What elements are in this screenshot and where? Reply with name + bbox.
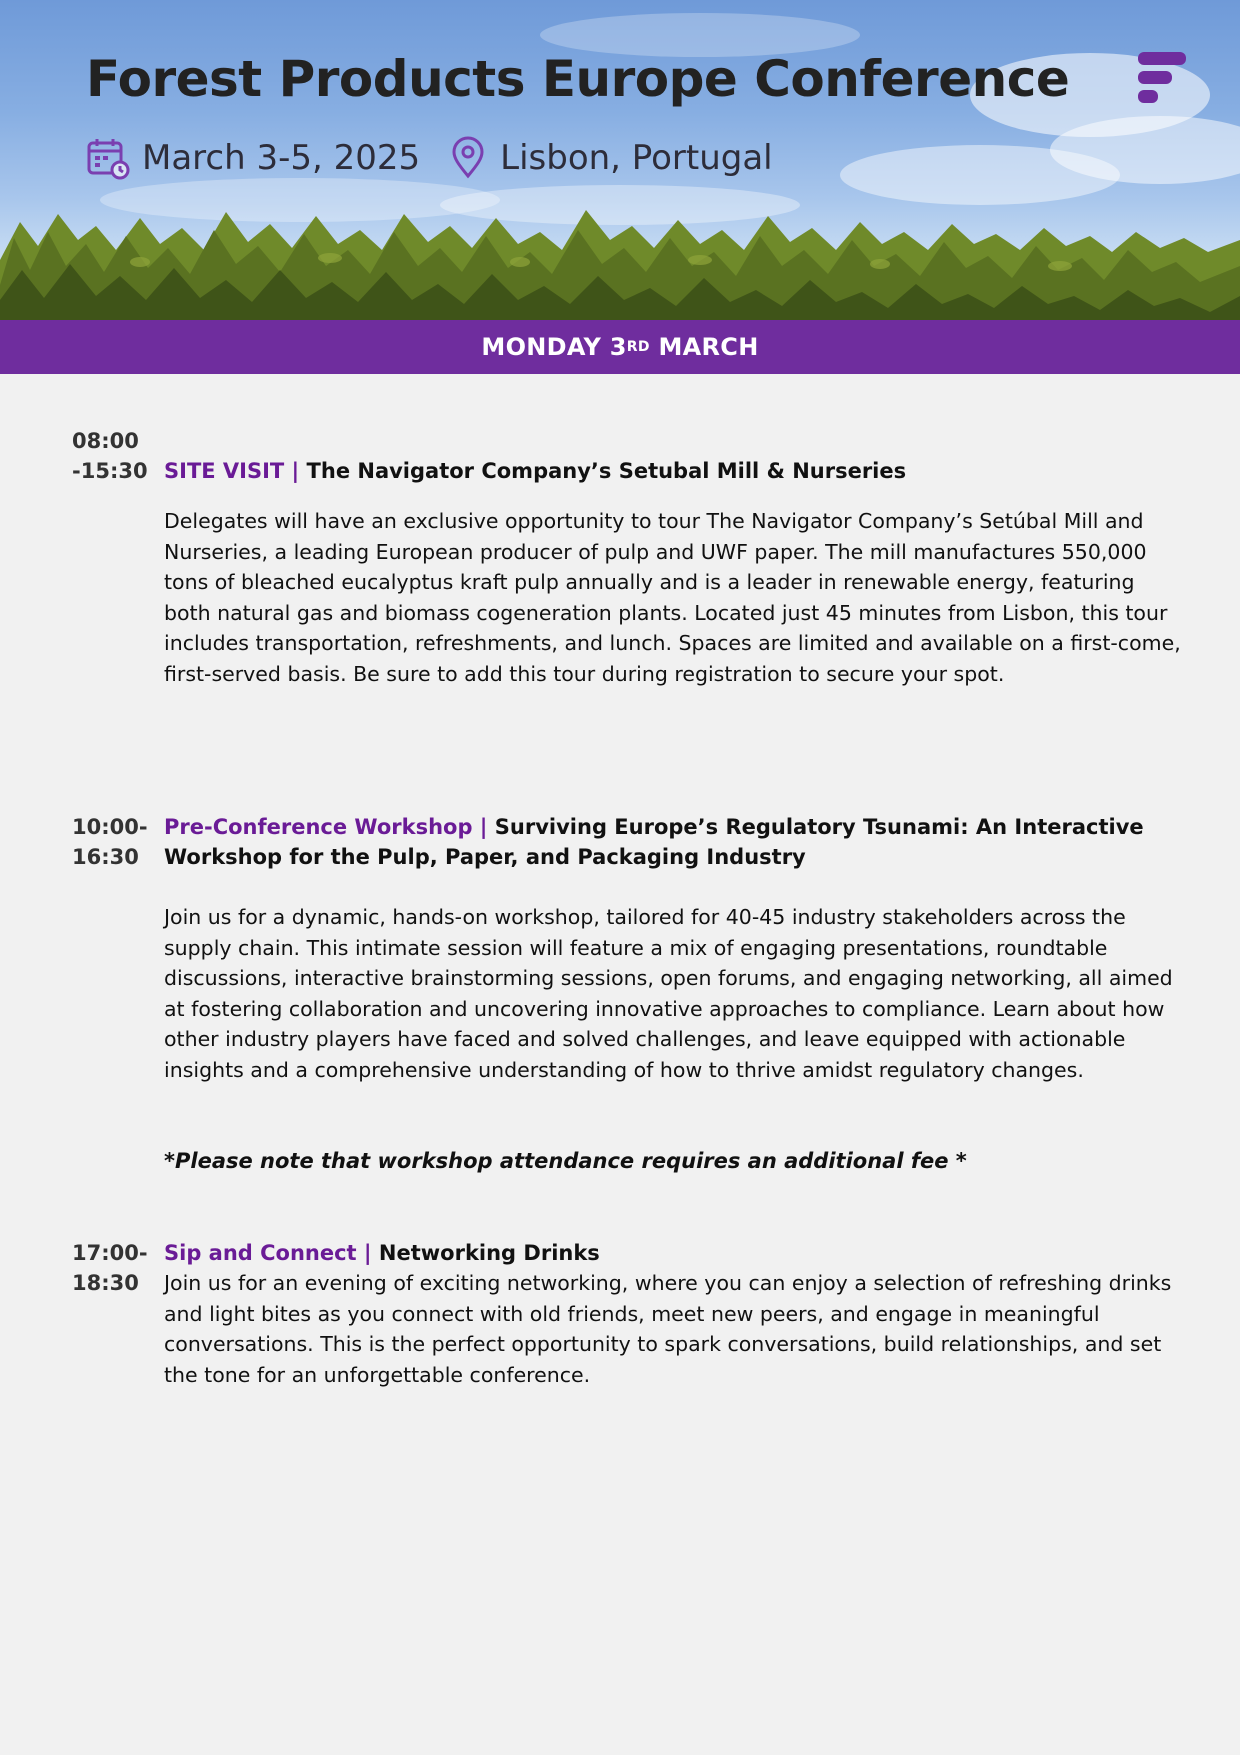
day-heading-month: MARCH [658,333,759,361]
calendar-icon [86,136,130,180]
session-time [72,426,158,486]
conference-logo-icon [1136,50,1188,110]
session-time-end: -15:30 [72,459,148,483]
session-time-start: 10:00- [72,815,148,839]
session-content [164,812,1184,872]
location-pin-icon [446,136,490,180]
session-time-end: 18:30 [72,1271,139,1295]
session-note-block [164,1146,1184,1176]
day-heading-ordinal: RD [626,339,650,355]
session-description: Join us for a dynamic, hands-on workshop, tailored for 40-45 industry stakeholders across the supply chain. This intimate session will feature a mix of engaging presentations, roundtable discussions, interactive brainstorming sessions, open forums, and engaging networking, all aimed at fostering collaboration and uncovering innovative approaches to compliance. Learn about how other industry players have faced and solved challenges, and leave equipped with actionable insights and a comprehensive understanding of how to thrive amidst regulatory changes. [164,905,1173,1082]
session-title [164,456,1184,486]
session-content [164,1238,1184,1390]
session-title-text: Networking Drinks [378,1241,600,1265]
session-title-text: Surviving Europe’s Regulatory Tsunami: An Interactive Workshop for the Pulp, Paper, and Packaging Industry [164,815,1144,869]
conference-title: Forest Products Europe Conference [86,50,1070,108]
session-label: SITE VISIT | [164,459,300,483]
conference-dates: March 3-5, 2025 [142,138,421,178]
session-time-start: 08:00 [72,429,139,453]
session-description: Join us for an evening of exciting networking, where you can enjoy a selection of refreshing drinks and light bites as you connect with old friends, meet new peers, and engage in meaningful conversations. This is the perfect opportunity to spark conversations, build relationships, and set the tone for an unforgettable conference. [164,1271,1172,1387]
session-time [72,812,158,872]
session-description: Delegates will have an exclusive opportunity to tour The Navigator Company’s Setúbal Mill and Nurseries, a leading European producer of pulp and UWF paper. The mill manufactures 550,000 tons of bleached eucalyptus kraft pulp annually and is a leader in renewable energy, featuring both natural gas and biomass cogeneration plants. Located just 45 minutes from Lisbon, this tour includes transportation, refreshments, and lunch. Spaces are limited and available on a first-come, first-served basis. Be sure to add this tour during registration to secure your spot. [164,509,1181,686]
session-description-block [164,506,1184,690]
session-label: Pre-Conference Workshop | [164,815,488,839]
conference-location: Lisbon, Portugal [500,138,773,178]
session-time-start: 17:00- [72,1241,148,1265]
session-title [164,812,1184,872]
session-content [164,456,1184,486]
session-label: Sip and Connect | [164,1241,372,1265]
session-time [72,1238,158,1298]
session-title-text: The Navigator Company’s Setubal Mill & Nurseries [306,459,907,483]
conference-meta [86,133,773,183]
session-title [164,1238,1184,1268]
session-description-block [164,902,1184,1086]
session-time-end: 16:30 [72,845,139,869]
header-banner [0,0,1240,320]
session-fee-note: *Please note that workshop attendance requires an additional fee * [164,1149,967,1173]
day-heading-prefix: MONDAY 3 [481,333,627,361]
day-heading [0,320,1240,374]
